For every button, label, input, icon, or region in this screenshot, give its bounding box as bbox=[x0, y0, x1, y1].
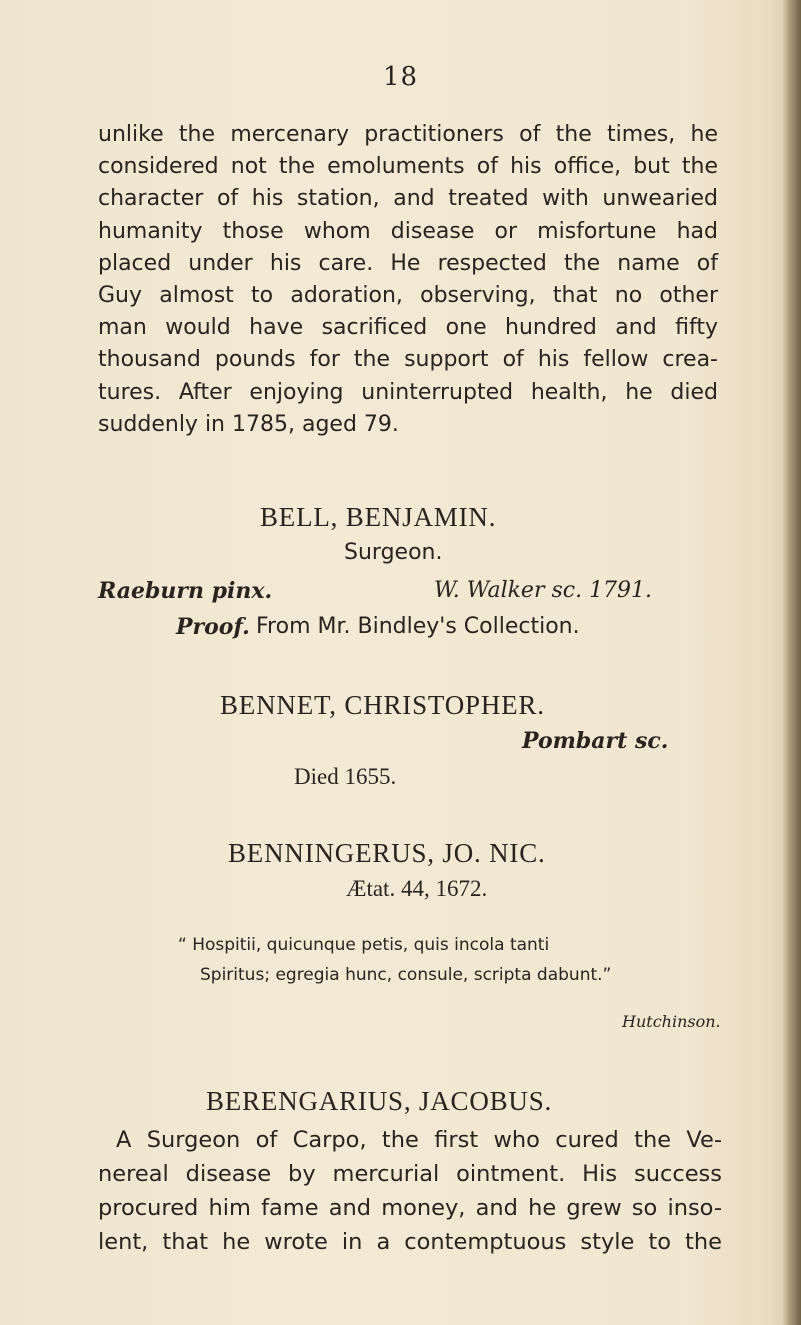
age-date-note: Ætat. 44, 1672. bbox=[346, 876, 488, 901]
paragraph-line: suddenly in 1785, aged 79. bbox=[98, 411, 399, 437]
engraver-credit: W. Walker sc. 1791. bbox=[434, 578, 653, 603]
paragraph-line: lent, that he wrote in a contemptuous style to the bbox=[98, 1229, 722, 1255]
paragraph-line: unlike the mercenary practitioners of the times, he bbox=[98, 122, 718, 147]
paragraph-line: procured him fame and money, and he grew so inso- bbox=[98, 1195, 722, 1221]
paragraph-line: A Surgeon of Carpo, the first who cured the Ve- bbox=[116, 1127, 722, 1153]
paragraph-line: placed under his care. He respected the name of bbox=[98, 250, 718, 276]
entry-body-berengarius bbox=[98, 1123, 722, 1259]
entry-heading-berengarius: BERENGARIUS, JACOBUS. bbox=[206, 1086, 553, 1116]
entry-heading-bell: BELL, BENJAMIN. bbox=[260, 502, 497, 532]
entry-heading-bennet: BENNET, CHRISTOPHER. bbox=[220, 690, 545, 720]
paragraph-line: man would have sacrificed one hundred and fifty bbox=[98, 315, 718, 341]
paragraph-line: Guy almost to adoration, observing, that no other bbox=[98, 283, 718, 309]
latin-quote-line: “ Hospitii, quicunque petis, quis incola tanti bbox=[178, 935, 550, 955]
paragraph-line: thousand pounds for the support of his fellow crea- bbox=[98, 347, 718, 373]
paragraph-line: character of his station, and treated with unwearied bbox=[98, 186, 718, 212]
paragraph-line: tures. After enjoying uninterrupted health, he died bbox=[98, 379, 718, 405]
page-number: 18 bbox=[382, 62, 419, 92]
death-date: Died 1655. bbox=[294, 764, 397, 789]
latin-quote-line: Spiritus; egregia hunc, consule, scripta dabunt.” bbox=[200, 965, 612, 985]
paragraph-line: nereal disease by mercurial ointment. His success bbox=[98, 1161, 722, 1187]
provenance-note: From Mr. Bindley's Collection. bbox=[256, 614, 580, 639]
quote-attribution: Hutchinson. bbox=[622, 1012, 721, 1031]
page-gutter-edge bbox=[783, 0, 801, 1325]
painter-credit: Raeburn pinx. bbox=[98, 578, 273, 604]
paragraph-line: considered not the emoluments of his office, but the bbox=[98, 154, 718, 180]
entry-heading-benningerus: BENNINGERUS, JO. NIC. bbox=[228, 838, 546, 868]
paragraph-line: humanity those whom disease or misfortune had bbox=[98, 218, 718, 244]
entry-title-surgeon: Surgeon. bbox=[344, 540, 443, 565]
proof-label: Proof. bbox=[176, 614, 250, 640]
engraver-credit: Pombart sc. bbox=[522, 728, 669, 754]
intro-paragraph bbox=[98, 119, 718, 441]
